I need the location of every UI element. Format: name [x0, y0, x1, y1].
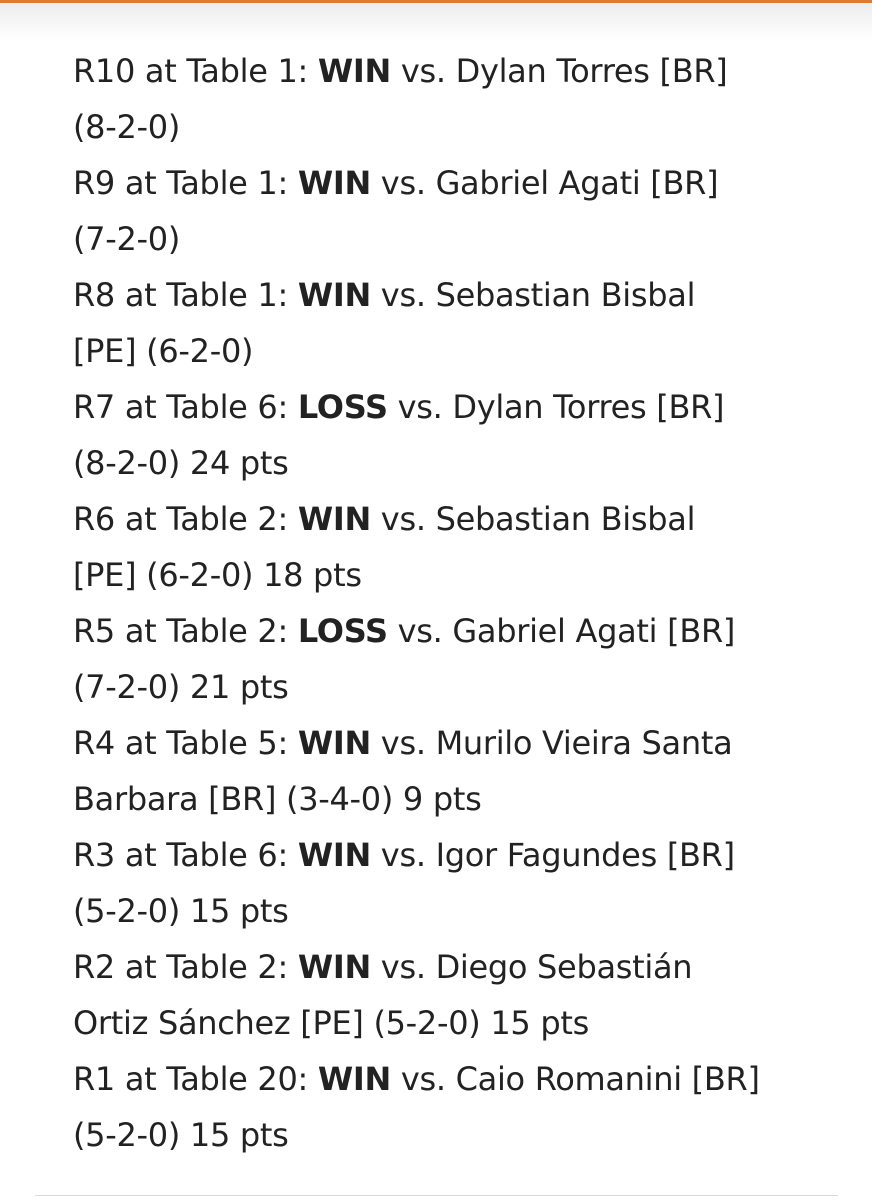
result-item — [73, 155, 813, 267]
result-line-2: (8-2-0) — [73, 108, 181, 146]
opponent-text: vs. Murilo Vieira Santa — [370, 724, 733, 762]
result-line-1 — [73, 603, 813, 659]
result-line-2: (5-2-0) 15 pts — [73, 1116, 289, 1154]
result-line-1 — [73, 491, 813, 547]
result-line-2: [PE] (6-2-0) 18 pts — [73, 556, 362, 594]
opponent-text: vs. Caio Romanini [BR] — [390, 1060, 760, 1098]
match-results-list — [73, 43, 813, 1163]
round-table-text: R6 at Table 2: — [73, 500, 298, 538]
opponent-text: vs. Sebastian Bisbal — [370, 500, 696, 538]
outcome-label: WIN — [317, 52, 391, 90]
result-item — [73, 827, 813, 939]
result-line-1 — [73, 827, 813, 883]
outcome-label: WIN — [297, 500, 371, 538]
round-table-text: R2 at Table 2: — [73, 948, 298, 986]
outcome-label: WIN — [297, 836, 371, 874]
outcome-label: WIN — [297, 948, 371, 986]
opponent-text: vs. Diego Sebastián — [370, 948, 693, 986]
result-line-1 — [73, 379, 813, 435]
round-table-text: R7 at Table 6: — [73, 388, 298, 426]
result-line-2: (8-2-0) 24 pts — [73, 444, 289, 482]
opponent-text: vs. Igor Fagundes [BR] — [370, 836, 735, 874]
opponent-text: vs. Sebastian Bisbal — [370, 276, 696, 314]
opponent-text: vs. Dylan Torres [BR] — [390, 52, 728, 90]
opponent-text: vs. Gabriel Agati [BR] — [387, 612, 736, 650]
round-table-text: R10 at Table 1: — [73, 52, 318, 90]
result-line-2: [PE] (6-2-0) — [73, 332, 254, 370]
bottom-divider — [35, 1195, 838, 1196]
round-table-text: R1 at Table 20: — [73, 1060, 318, 1098]
result-item — [73, 379, 813, 491]
result-item — [73, 603, 813, 715]
result-line-2: Barbara [BR] (3-4-0) 9 pts — [73, 780, 482, 818]
round-table-text: R9 at Table 1: — [73, 164, 298, 202]
result-line-1 — [73, 939, 813, 995]
result-line-1 — [73, 43, 813, 99]
result-line-1 — [73, 1051, 813, 1107]
result-line-2: (5-2-0) 15 pts — [73, 892, 289, 930]
result-item — [73, 939, 813, 1051]
result-item — [73, 1051, 813, 1163]
result-line-1 — [73, 155, 813, 211]
result-line-2: (7-2-0) 21 pts — [73, 668, 289, 706]
outcome-label: WIN — [297, 724, 371, 762]
result-line-2: Ortiz Sánchez [PE] (5-2-0) 15 pts — [73, 1004, 589, 1042]
outcome-label: WIN — [297, 164, 371, 202]
result-line-1 — [73, 267, 813, 323]
outcome-label: LOSS — [297, 388, 388, 426]
result-item — [73, 491, 813, 603]
result-item — [73, 715, 813, 827]
opponent-text: vs. Gabriel Agati [BR] — [370, 164, 719, 202]
round-table-text: R3 at Table 6: — [73, 836, 298, 874]
round-table-text: R4 at Table 5: — [73, 724, 298, 762]
round-table-text: R8 at Table 1: — [73, 276, 298, 314]
outcome-label: LOSS — [297, 612, 388, 650]
outcome-label: WIN — [317, 1060, 391, 1098]
opponent-text: vs. Dylan Torres [BR] — [387, 388, 725, 426]
result-item — [73, 267, 813, 379]
header-shadow — [0, 3, 872, 41]
round-table-text: R5 at Table 2: — [73, 612, 298, 650]
outcome-label: WIN — [297, 276, 371, 314]
result-line-2: (7-2-0) — [73, 220, 181, 258]
result-item — [73, 43, 813, 155]
result-line-1 — [73, 715, 813, 771]
